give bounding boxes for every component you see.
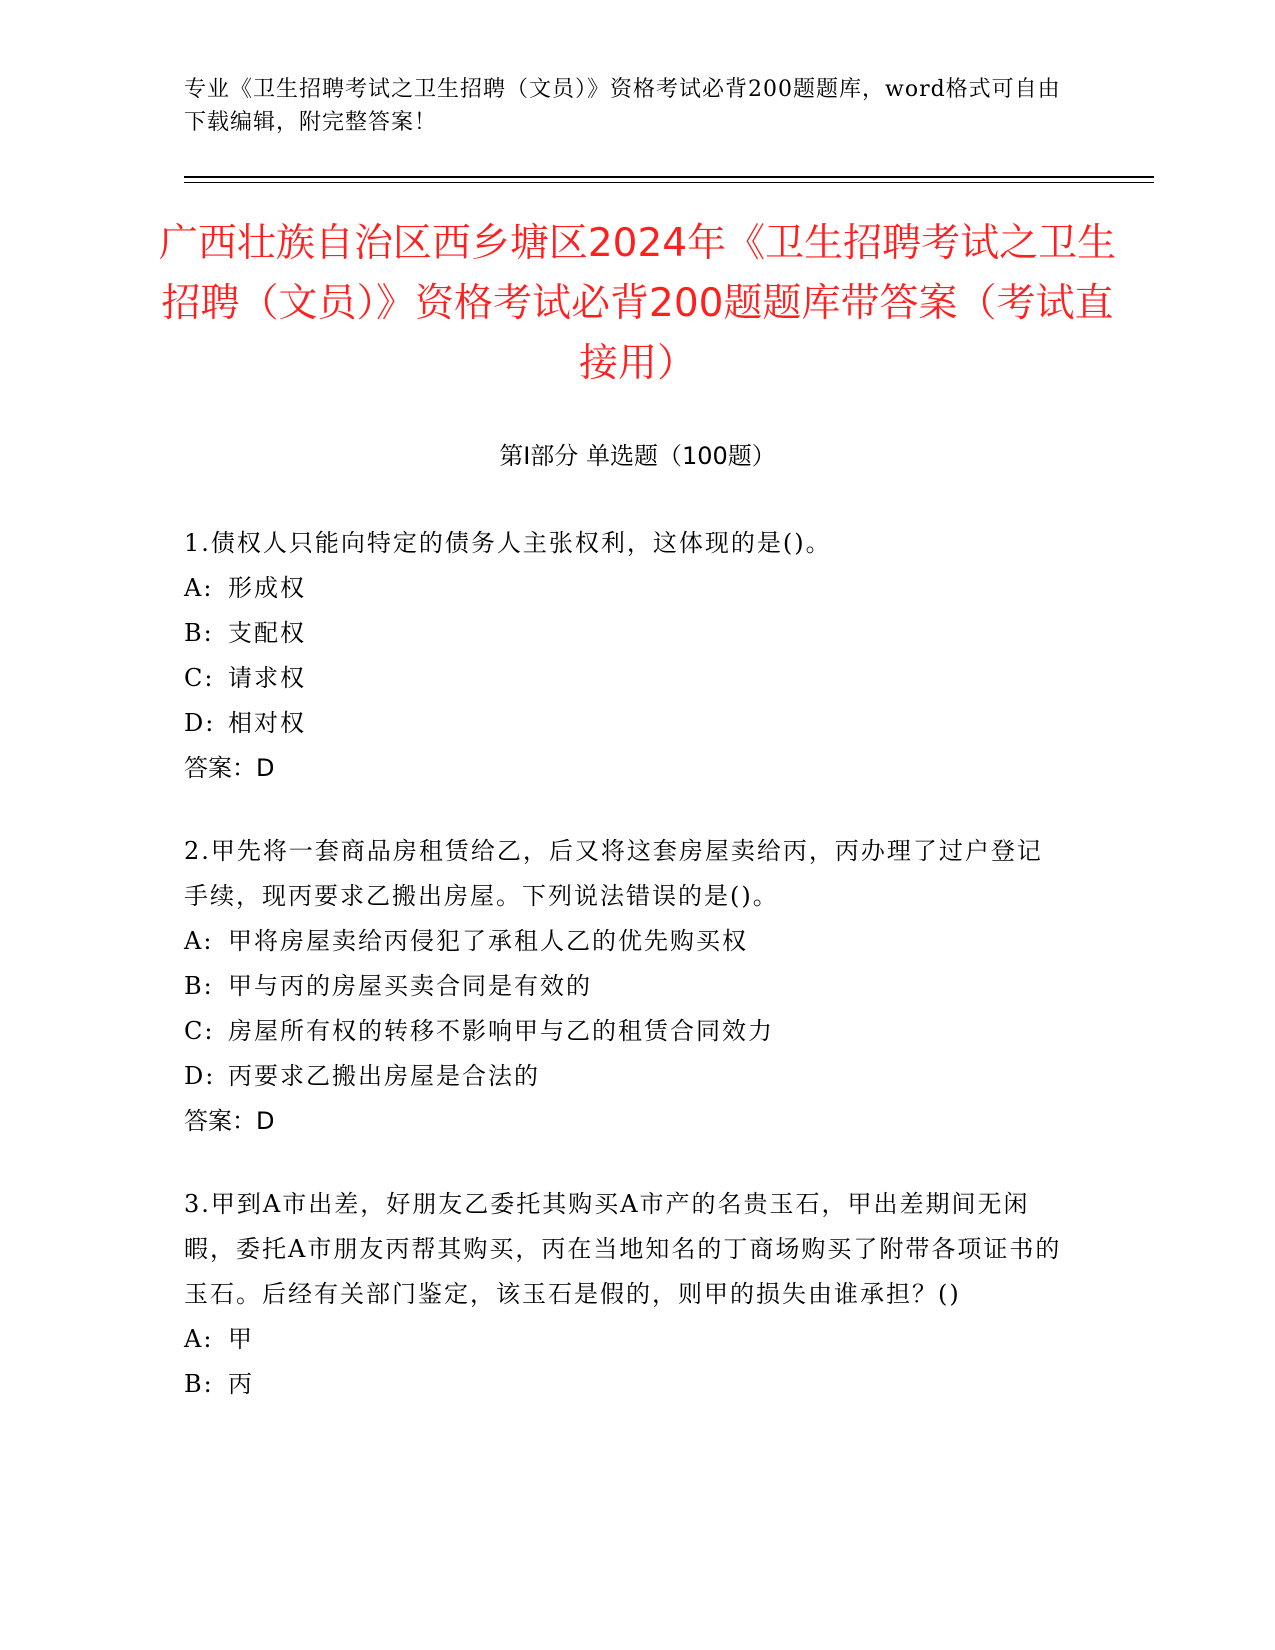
option-d — [184, 1054, 1064, 1099]
option-label: A: — [184, 574, 214, 602]
question-stem: 3.甲到A市出差，好朋友乙委托其购买A市产的名贵玉石，甲出差期间无闲暇，委托A市朋友丙帮其购买，丙在当地知名的丁商场购买了附带各项证书的玉石。后经有关部门鉴定，该玉石是假的，则甲的损失由谁承担？() — [184, 1190, 1062, 1308]
option-a — [184, 919, 1064, 964]
option-b — [184, 1362, 1064, 1407]
option-label: C: — [184, 1017, 215, 1045]
option-label: B: — [184, 972, 214, 1000]
option-label: D: — [184, 709, 216, 737]
option-text: 支配权 — [228, 619, 306, 647]
option-label: A: — [184, 1325, 214, 1353]
option-d — [184, 701, 1064, 746]
option-b — [184, 611, 1064, 656]
option-label: A: — [184, 927, 214, 955]
option-c — [184, 1009, 1064, 1054]
question-stem: 1.债权人只能向特定的债务人主张权利，这体现的是()。 — [184, 529, 832, 557]
option-text: 甲与丙的房屋买卖合同是有效的 — [228, 972, 592, 1000]
option-text: 丙要求乙搬出房屋是合法的 — [228, 1062, 540, 1090]
option-text: 请求权 — [228, 664, 306, 692]
question-stem: 2.甲先将一套商品房租赁给乙，后又将这套房屋卖给丙，丙办理了过户登记手续，现丙要求乙搬出房屋。下列说法错误的是()。 — [184, 837, 1043, 910]
question-3 — [184, 1182, 1064, 1407]
option-a — [184, 1317, 1064, 1362]
question-1 — [184, 521, 1064, 791]
option-text: 甲 — [228, 1325, 254, 1353]
header-note: 专业《卫生招聘考试之卫生招聘（文员）》资格考试必背200题题库，word格式可自由下载编辑，附完整答案！ — [184, 77, 1061, 135]
option-text: 甲将房屋卖给丙侵犯了承租人乙的优先购买权 — [228, 927, 748, 955]
option-text: 形成权 — [228, 574, 306, 602]
section-title: 第Ⅰ部分 单选题（100题） — [499, 442, 776, 470]
option-a — [184, 566, 1064, 611]
option-text: 丙 — [228, 1370, 254, 1398]
answer: 答案：D — [184, 754, 275, 782]
option-text: 相对权 — [228, 709, 306, 737]
option-c — [184, 656, 1064, 701]
question-2 — [184, 829, 1064, 1144]
option-label: B: — [184, 1370, 214, 1398]
option-label: B: — [184, 619, 214, 647]
option-label: C: — [184, 664, 215, 692]
question-list — [184, 521, 1064, 1445]
document-title: 广西壮族自治区西乡塘区2024年《卫生招聘考试之卫生招聘（文员）》资格考试必背200题题库带答案（考试直接用） — [158, 221, 1117, 386]
option-text: 房屋所有权的转移不影响甲与乙的租赁合同效力 — [228, 1017, 774, 1045]
option-b — [184, 964, 1064, 1009]
header-divider — [184, 176, 1154, 183]
answer: 答案：D — [184, 1107, 275, 1135]
option-label: D: — [184, 1062, 216, 1090]
